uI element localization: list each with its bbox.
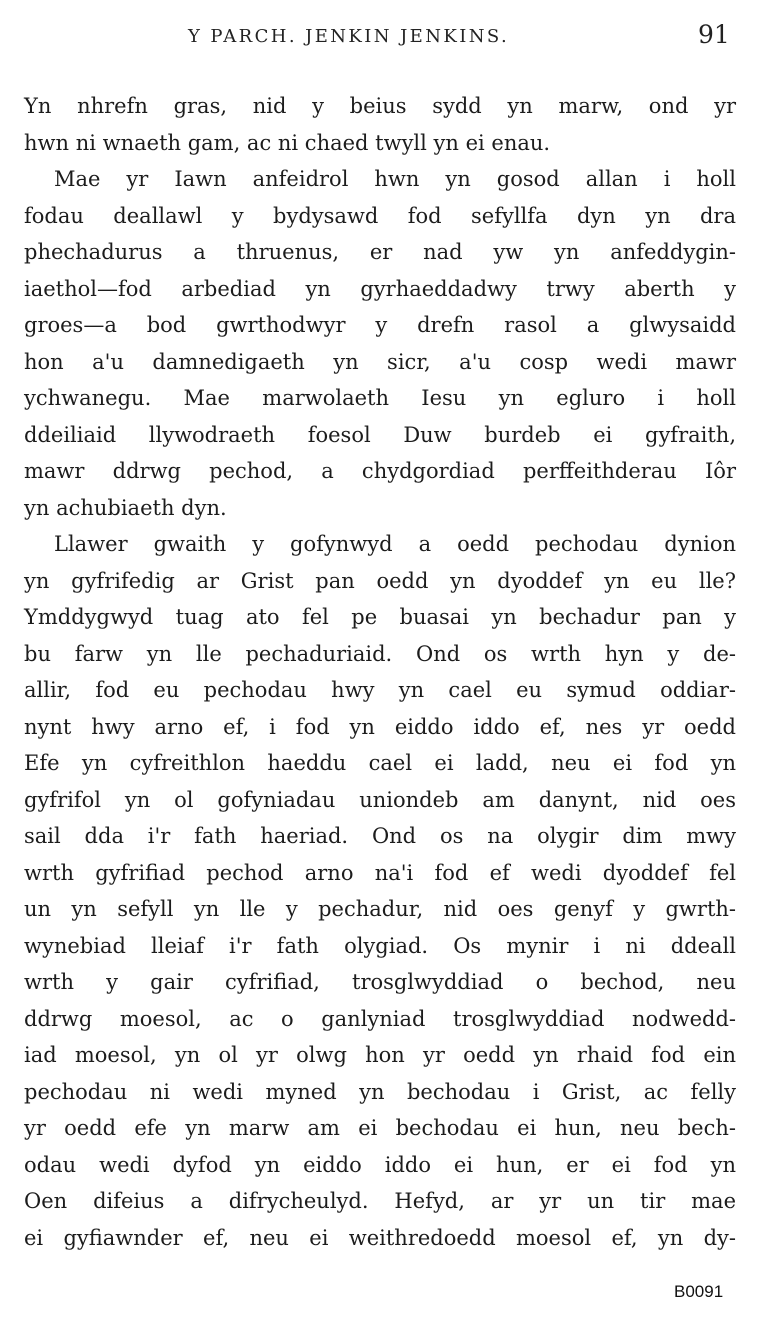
text-line: yn achubiaeth dyn. (24, 495, 227, 520)
text-line: fodau deallawl y bydysawd fod sefyllfa dyn yn dra (24, 203, 736, 228)
text-line: odau wedi dyfod yn eiddo iddo ei hun, er ei fod yn (24, 1152, 736, 1177)
text-line: yn gyfrifedig ar Grist pan oedd yn dyoddef yn eu lle? (24, 568, 736, 593)
body-text (24, 88, 736, 1256)
text-line: sail dda i'r fath haeriad. Ond os na olygir dim mwy (24, 824, 736, 848)
paragraph-2 (24, 161, 736, 526)
text-line: hon a'u damnedigaeth yn sicr, a'u cosp wedi mawr (24, 349, 736, 374)
text-line: gyfrifol yn ol gofyniadau uniondeb am danynt, nid oes (24, 787, 736, 812)
text-line: Efe yn cyfreithlon haeddu cael ei ladd, neu ei fod yn (24, 751, 736, 775)
text-line: allir, fod eu pechodau hwy yn cael eu symud oddiar- (24, 678, 736, 702)
text-line: hwn ni wnaeth gam, ac ni chaed twyll yn ei enau. (24, 130, 551, 155)
page-number: 91 (698, 20, 730, 49)
text-line: groes—a bod gwrthodwyr y drefn rasol a glwysaidd (24, 313, 736, 337)
text-line: ychwanegu. Mae marwolaeth Iesu yn egluro i holl (24, 386, 736, 410)
text-line: Mae yr Iawn anfeidrol hwn yn gosod allan i holl (54, 167, 736, 191)
text-line: iaethol—fod arbediad yn gyrhaeddadwy trwy aberth y (24, 276, 736, 301)
text-line: wrth y gair cyfrifiad, trosglwyddiad o bechod, neu (24, 970, 736, 994)
paragraph-1 (24, 88, 736, 161)
text-line: wrth gyfrifiad pechod arno na'i fod ef wedi dyoddef fel (24, 860, 736, 885)
text-line: ei gyfiawnder ef, neu ei weithredoedd moesol ef, yn dy- (24, 1225, 736, 1250)
text-line: bu farw yn lle pechaduriaid. Ond os wrth hyn y de- (24, 641, 736, 666)
document-code: B0091 (674, 1282, 724, 1301)
text-line: iad moesol, yn ol yr olwg hon yr oedd yn rhaid fod ein (24, 1043, 736, 1067)
text-line: Ymddygwyd tuag ato fel pe buasai yn bechadur pan y (24, 605, 736, 629)
text-line: Yn nhrefn gras, nid y beius sydd yn marw, ond yr (24, 94, 736, 118)
text-line: nynt hwy arno ef, i fod yn eiddo iddo ef, nes yr oedd (24, 714, 736, 739)
text-line: un yn sefyll yn lle y pechadur, nid oes genyf y gwrth- (24, 897, 736, 921)
text-line: ddrwg moesol, ac o ganlyniad trosglwyddiad nodwedd- (24, 1006, 736, 1031)
text-line: Oen difeius a difrycheulyd. Hefyd, ar yr un tir mae (24, 1189, 736, 1213)
text-line: wynebiad lleiaf i'r fath olygiad. Os mynir i ni ddeall (24, 933, 736, 958)
text-line: phechadurus a thruenus, er nad yw yn anfeddygin- (24, 240, 736, 264)
running-head: Y PARCH. JENKIN JENKINS. (188, 26, 510, 47)
text-line: yr oedd efe yn marw am ei bechodau ei hun, neu bech- (24, 1116, 736, 1140)
paragraph-3 (24, 526, 736, 1256)
text-line: ddeiliaid llywodraeth foesol Duw burdeb ei gyfraith, (24, 422, 736, 447)
text-line: Llawer gwaith y gofynwyd a oedd pechodau dynion (54, 532, 736, 556)
text-line: mawr ddrwg pechod, a chydgordiad perffeithderau Iôr (24, 459, 736, 483)
text-line: pechodau ni wedi myned yn bechodau i Grist, ac felly (24, 1079, 736, 1104)
